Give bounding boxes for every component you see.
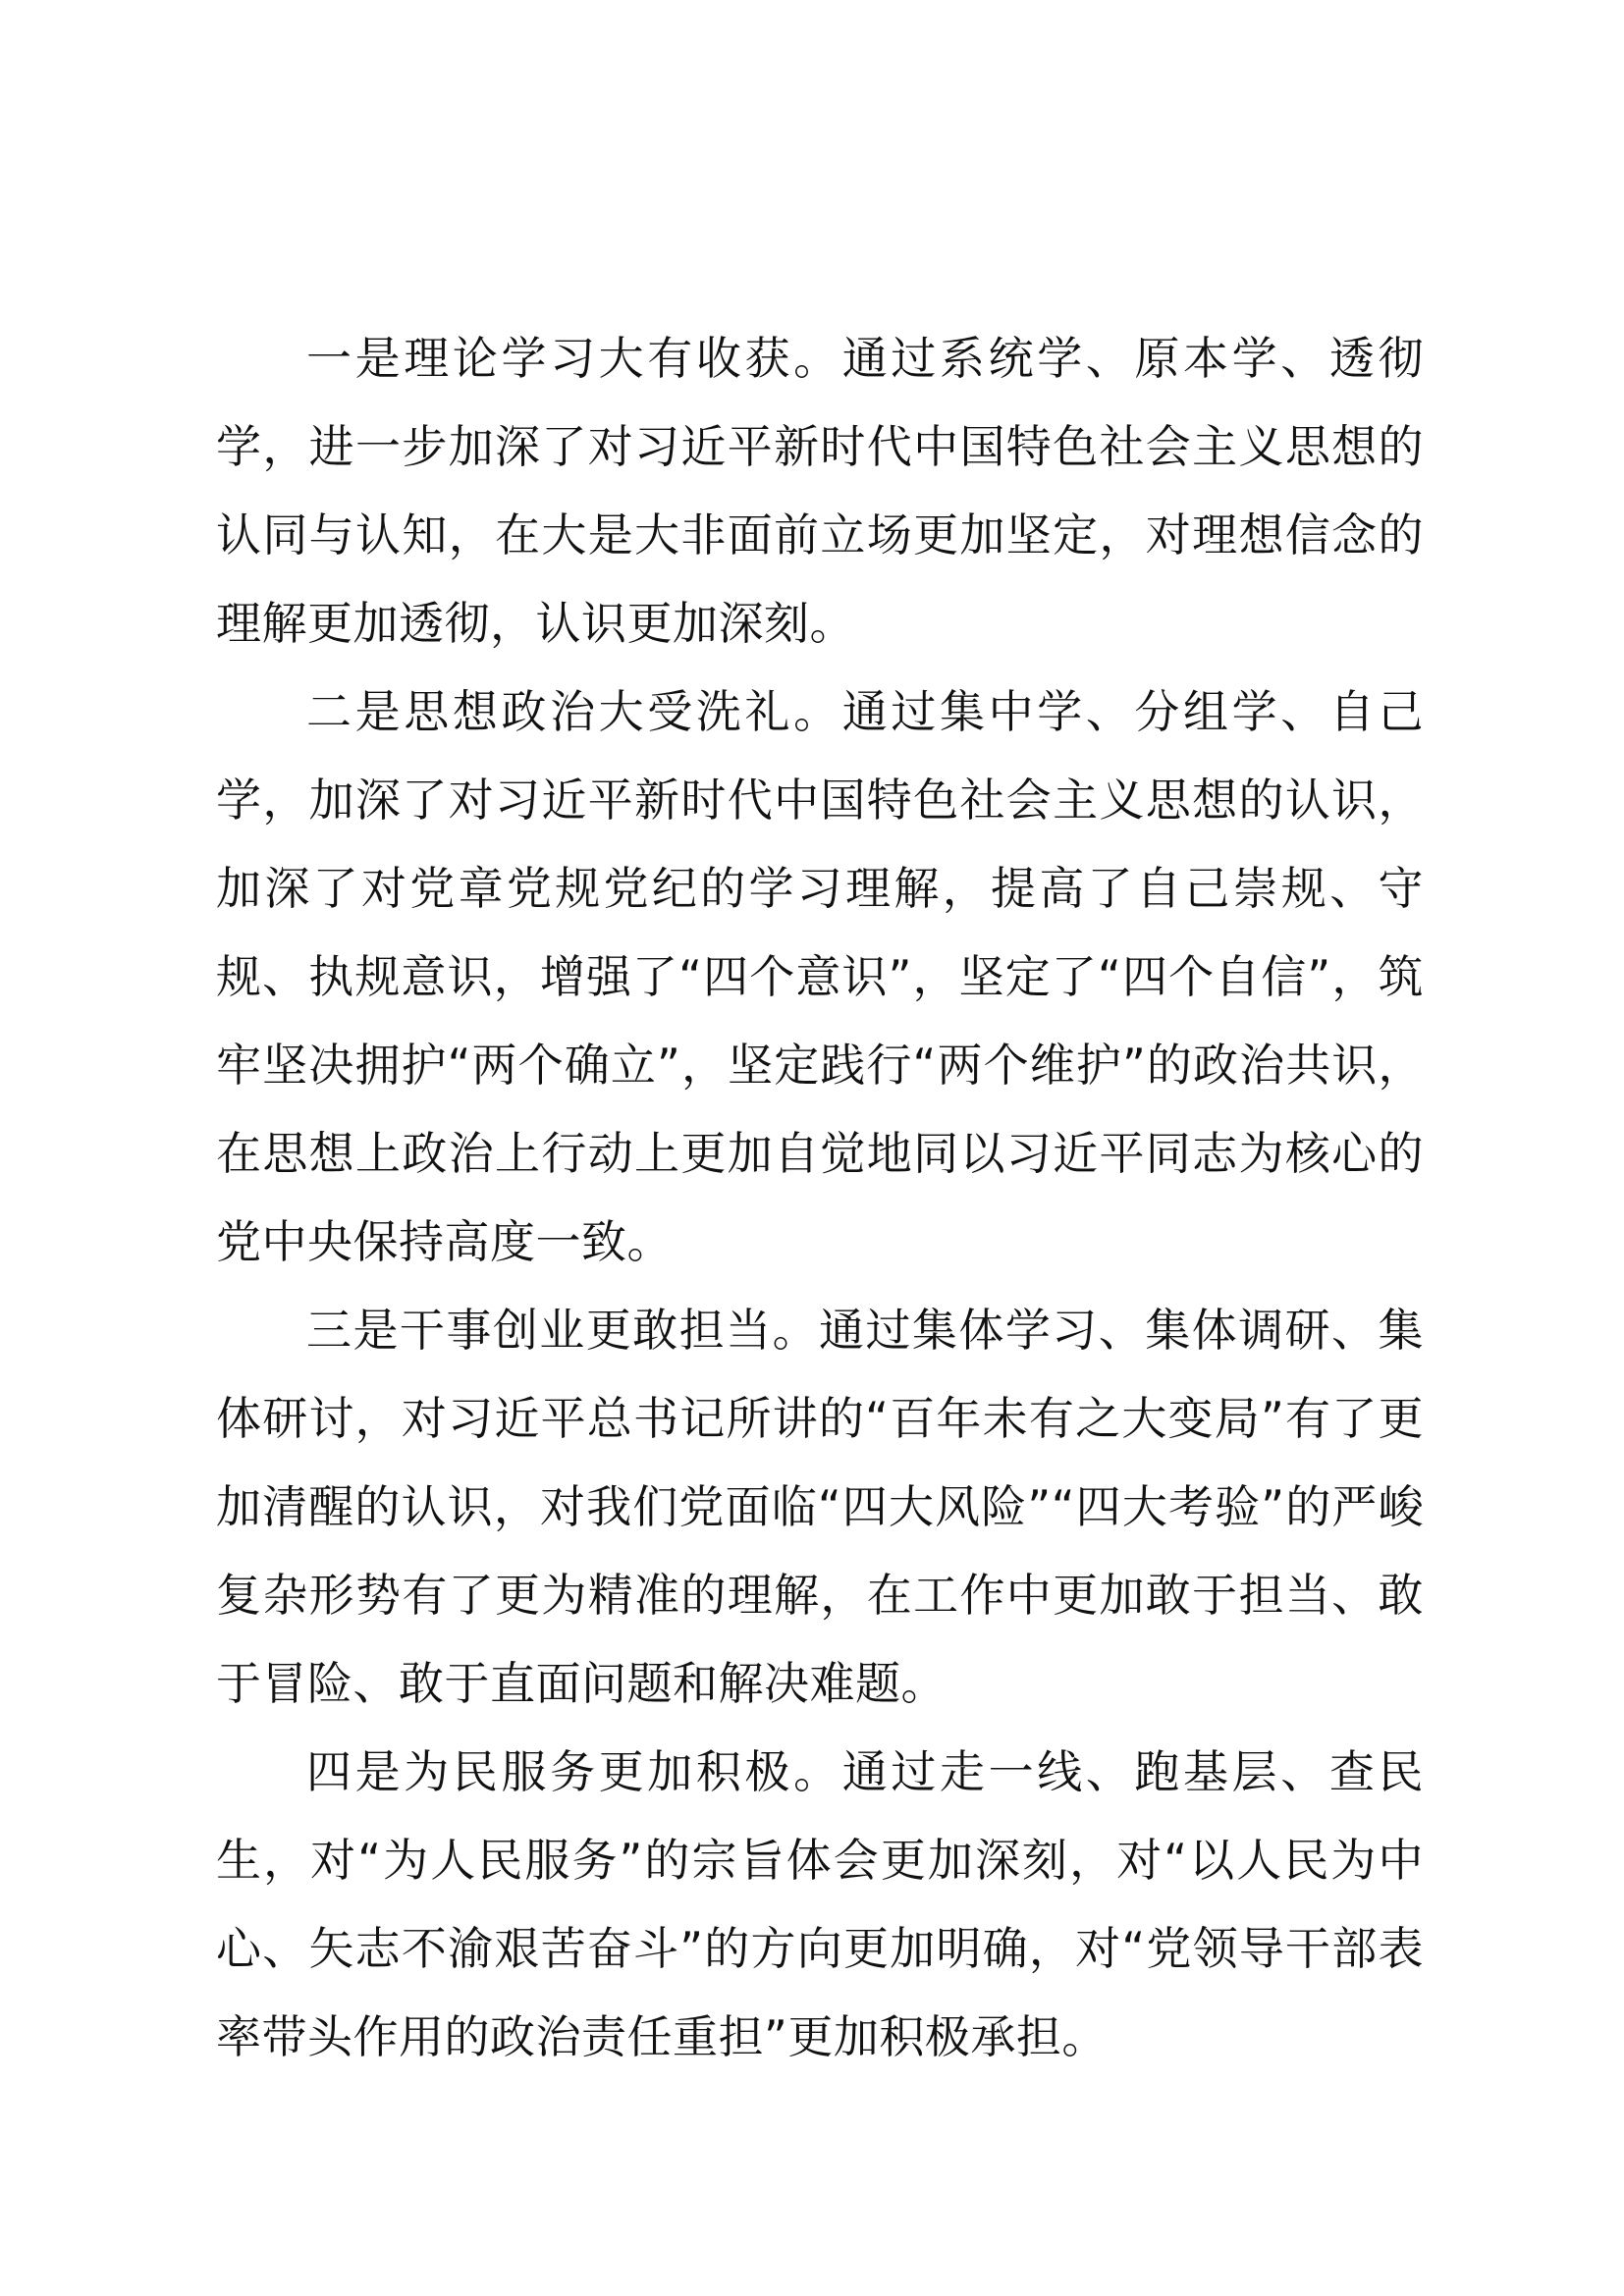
- paragraph-serving-people: 四是为民服务更加积极。通过走一线、跑基层、查民生，对“为人民服务”的宗旨体会更加深刻，对“以人民为中心、矢志不渝艰苦奋斗”的方向更加明确，对“党领导干部表率带头作用的政治责任重担”更加积极承担。: [216, 1745, 1424, 2063]
- document-body: [216, 314, 1424, 2081]
- paragraph-political-thought: 二是思想政治大受洗礼。通过集中学、分组学、自己学，加深了对习近平新时代中国特色社会主义思想的认识，加深了对党章党规党纪的学习理解，提高了自己崇规、守规、执规意识，增强了“四个意识”，坚定了“四个自信”，筑牢坚决拥护“两个确立”，坚定践行“两个维护”的政治共识，在思想上政治上行动上更加自觉地同以习近平同志为核心的党中央保持高度一致。: [216, 685, 1424, 1268]
- paragraph-responsibility: 三是干事创业更敢担当。通过集体学习、集体调研、集体研讨，对习近平总书记所讲的“百年未有之大变局”有了更加清醒的认识，对我们党面临“四大风险”“四大考验”的严峻复杂形势有了更为精准的理解，在工作中更加敢于担当、敢于冒险、敢于直面问题和解决难题。: [216, 1304, 1424, 1710]
- paragraph-theory-study: 一是理论学习大有收获。通过系统学、原本学、透彻学，进一步加深了对习近平新时代中国特色社会主义思想的认同与认知，在大是大非面前立场更加坚定，对理想信念的理解更加透彻，认识更加深刻。: [216, 332, 1424, 650]
